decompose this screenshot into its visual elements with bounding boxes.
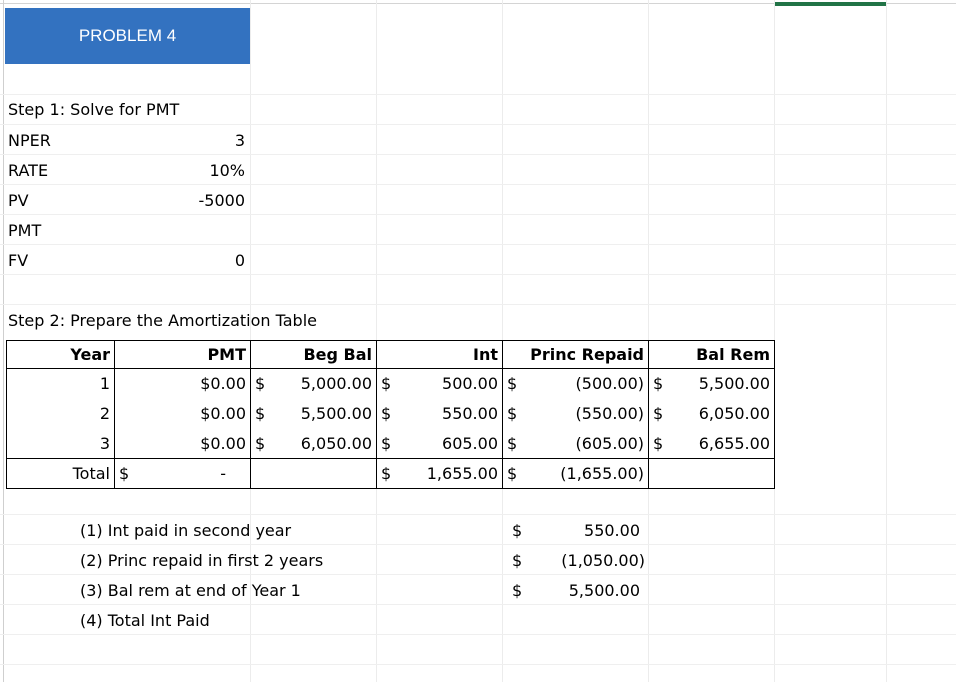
total-row (7, 459, 775, 489)
header-princ-repaid[interactable]: Princ Repaid (503, 341, 649, 369)
amount: 6,655.00 (698, 433, 770, 453)
answer-1-currency: $ (512, 521, 523, 540)
amortization-table (6, 340, 775, 489)
pv-label[interactable]: PV (8, 191, 29, 210)
fv-label[interactable]: FV (8, 251, 29, 270)
fv-value[interactable]: 0 (234, 251, 245, 270)
pmt-cell[interactable]: $0.00 (115, 429, 251, 459)
total-beg-bal-cell[interactable] (251, 459, 377, 489)
total-bal-rem-cell[interactable] (649, 459, 775, 489)
currency-sign: $ (381, 404, 392, 423)
year-cell[interactable]: 1 (7, 369, 115, 399)
currency-sign: $ (653, 374, 664, 394)
total-int-cell[interactable] (377, 459, 503, 489)
amount: 6,050.00 (300, 433, 372, 453)
grid-line (0, 574, 956, 575)
grid-line (0, 214, 956, 215)
currency-sign: $ (381, 464, 392, 483)
currency-sign: $ (507, 374, 518, 394)
amount: 550.00 (442, 404, 498, 423)
amount: 6,050.00 (698, 404, 770, 423)
answer-3-label[interactable]: (3) Bal rem at end of Year 1 (80, 581, 301, 600)
grid-line (0, 124, 956, 125)
amount: (605.00) (575, 433, 644, 453)
grid-line (0, 304, 956, 305)
answer-2-currency: $ (512, 551, 523, 570)
grid-line (0, 604, 956, 605)
header-bal-rem[interactable]: Bal Rem (649, 341, 775, 369)
nper-label[interactable]: NPER (8, 131, 51, 150)
header-int[interactable]: Int (377, 341, 503, 369)
princ-repaid-cell[interactable] (503, 369, 649, 399)
grid-line (0, 184, 956, 185)
year-cell[interactable]: 2 (7, 399, 115, 429)
currency-sign: $ (507, 404, 518, 423)
currency-sign: $ (653, 404, 664, 423)
table-row (7, 429, 775, 459)
amount: (1,655.00) (560, 464, 644, 483)
currency-sign: $ (119, 464, 130, 483)
amount: 5,000.00 (300, 374, 372, 394)
table-row (7, 399, 775, 429)
total-princ-repaid-cell[interactable] (503, 459, 649, 489)
answer-3-value[interactable]: 5,500.00 (568, 581, 640, 600)
problem-banner[interactable] (5, 8, 250, 64)
selected-cell-indicator (774, 2, 886, 6)
nper-value[interactable]: 3 (234, 131, 245, 150)
grid-left-rule (3, 0, 4, 682)
total-label[interactable]: Total (7, 459, 115, 489)
answer-3-currency: $ (512, 581, 523, 600)
header-year[interactable]: Year (7, 341, 115, 369)
bal-rem-cell[interactable] (649, 369, 775, 399)
banner-title: PROBLEM 4 (78, 26, 177, 45)
rate-value[interactable]: 10% (209, 161, 245, 180)
beg-bal-cell[interactable] (251, 429, 377, 459)
beg-bal-cell[interactable] (251, 399, 377, 429)
step2-heading[interactable]: Step 2: Prepare the Amortization Table (8, 311, 317, 330)
header-beg-bal[interactable]: Beg Bal (251, 341, 377, 369)
amount: 5,500.00 (300, 404, 372, 423)
pv-value[interactable]: -5000 (198, 191, 245, 210)
step1-heading[interactable]: Step 1: Solve for PMT (8, 100, 180, 119)
answer-2-value[interactable]: (1,050.00) (561, 551, 645, 570)
grid-line (886, 0, 887, 682)
currency-sign: $ (255, 404, 266, 423)
answer-1-value[interactable]: 550.00 (584, 521, 640, 540)
amount: 5,500.00 (698, 374, 770, 394)
grid-line (0, 94, 956, 95)
grid-line (0, 664, 956, 665)
rate-label[interactable]: RATE (8, 161, 49, 180)
pmt-label[interactable]: PMT (8, 221, 42, 240)
grid-line (0, 244, 956, 245)
princ-repaid-cell[interactable] (503, 429, 649, 459)
princ-repaid-cell[interactable] (503, 399, 649, 429)
amount: 500.00 (442, 374, 498, 394)
table-header-row (7, 341, 775, 369)
beg-bal-cell[interactable] (251, 369, 377, 399)
grid-line (0, 634, 956, 635)
currency-sign: $ (255, 374, 266, 394)
int-cell[interactable] (377, 369, 503, 399)
answer-1-label[interactable]: (1) Int paid in second year (80, 521, 292, 540)
currency-sign: $ (381, 433, 392, 453)
amount: - (220, 464, 226, 483)
grid-line (0, 514, 956, 515)
currency-sign: $ (507, 433, 518, 453)
currency-sign: $ (653, 433, 664, 453)
pmt-cell[interactable]: $0.00 (115, 369, 251, 399)
int-cell[interactable] (377, 429, 503, 459)
currency-sign: $ (507, 464, 518, 483)
pmt-cell[interactable]: $0.00 (115, 399, 251, 429)
bal-rem-cell[interactable] (649, 399, 775, 429)
grid-line (0, 544, 956, 545)
bal-rem-cell[interactable] (649, 429, 775, 459)
int-cell[interactable] (377, 399, 503, 429)
header-pmt[interactable]: PMT (115, 341, 251, 369)
answer-4-label[interactable]: (4) Total Int Paid (80, 611, 210, 630)
currency-sign: $ (255, 433, 266, 453)
grid-line (0, 274, 956, 275)
amount: (500.00) (575, 374, 644, 394)
amount: (550.00) (575, 404, 644, 423)
year-cell[interactable]: 3 (7, 429, 115, 459)
total-pmt-cell[interactable] (115, 459, 251, 489)
grid-line (0, 154, 956, 155)
table-row (7, 369, 775, 399)
amount: 605.00 (442, 433, 498, 453)
currency-sign: $ (381, 374, 392, 394)
amount: 1,655.00 (426, 464, 498, 483)
answer-2-label[interactable]: (2) Princ repaid in first 2 years (80, 551, 324, 570)
